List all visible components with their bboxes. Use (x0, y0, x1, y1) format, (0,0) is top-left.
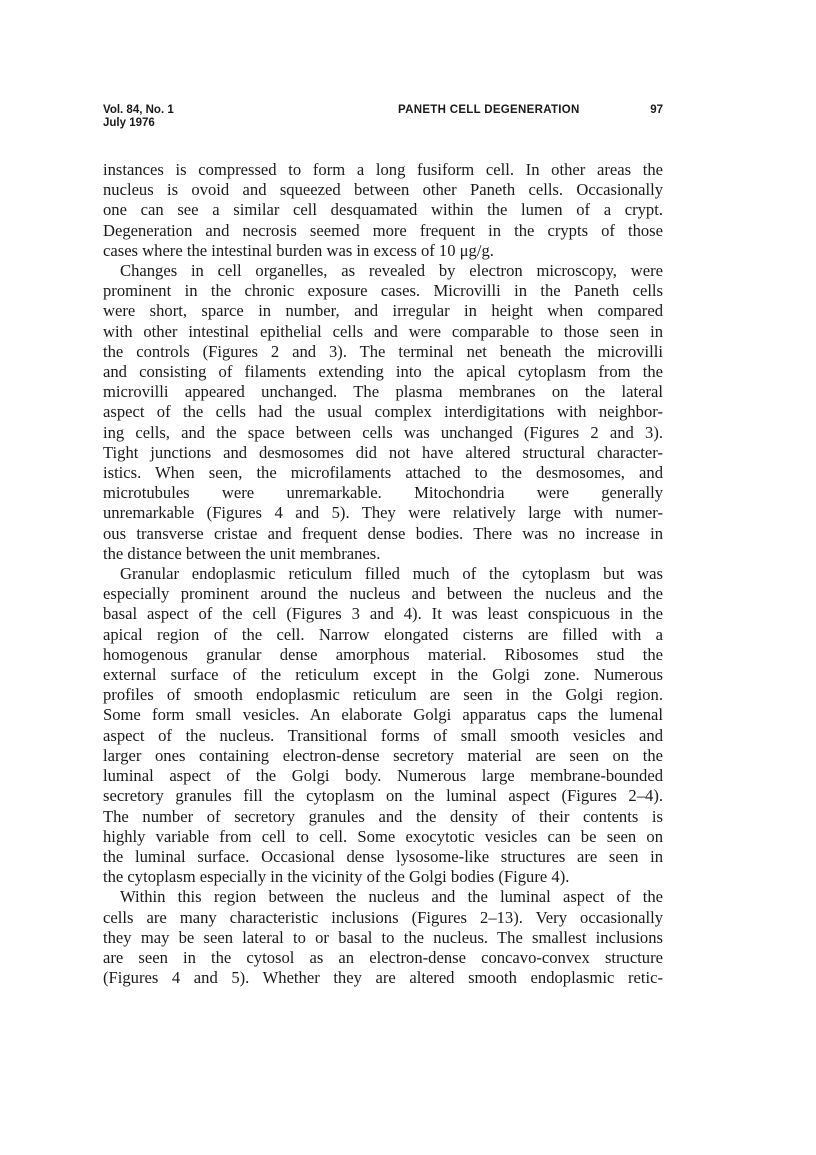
text-line: the distance between the unit membranes. (103, 543, 381, 563)
text-line: The number of secretory granules and the density of their contents is (103, 806, 663, 826)
text-line: apical region of the cell. Narrow elongated cisterns are filled with a (103, 624, 663, 644)
paragraph (103, 160, 663, 261)
text-line: Granular endoplasmic reticulum filled much of the cytoplasm but was (120, 564, 663, 584)
text-line: nucleus is ovoid and squeezed between other Paneth cells. Occasionally (103, 180, 663, 200)
text-line: and consisting of filaments extending into the apical cytoplasm from the (103, 362, 663, 382)
text-line: the controls (Figures 2 and 3). The terminal net beneath the microvilli (103, 341, 663, 361)
text-line: (Figures 4 and 5). Whether they are altered smooth endoplasmic retic- (103, 968, 663, 988)
text-line: external surface of the reticulum except in the Golgi zone. Numerous (103, 665, 663, 685)
text-line: especially prominent around the nucleus and between the nucleus and the (103, 584, 663, 604)
text-line: Within this region between the nucleus and the luminal aspect of the (120, 887, 663, 907)
text-line: Degeneration and necrosis seemed more frequent in the crypts of those (103, 220, 663, 240)
text-line: cells are many characteristic inclusions (Figures 2–13). Very occasionally (103, 907, 663, 927)
text-line: Tight junctions and desmosomes did not have altered structural character- (103, 442, 663, 462)
text-line: ous transverse cristae and frequent dense bodies. There was no increase in (103, 523, 663, 543)
text-line: istics. When seen, the microfilaments attached to the desmosomes, and (103, 463, 663, 483)
journal-citation (103, 104, 174, 130)
text-line: with other intestinal epithelial cells and were comparable to those seen in (103, 321, 663, 341)
text-line: luminal aspect of the Golgi body. Numerous large membrane-bounded (103, 766, 663, 786)
text-line: basal aspect of the cell (Figures 3 and 4). It was least conspicuous in the (103, 604, 663, 624)
text-line: prominent in the chronic exposure cases. Microvilli in the Paneth cells (103, 281, 663, 301)
text-line: homogenous granular dense amorphous material. Ribosomes stud the (103, 644, 663, 664)
text-line: the cytoplasm especially in the vicinity of the Golgi bodies (Figure 4). (103, 867, 570, 887)
text-line: aspect of the nucleus. Transitional forms of small smooth vesicles and (103, 725, 663, 745)
text-line: ing cells, and the space between cells was unchanged (Figures 2 and 3). (103, 422, 663, 442)
text-line: unremarkable (Figures 4 and 5). They were relatively large with numer- (103, 503, 663, 523)
text-line: Changes in cell organelles, as revealed by electron microscopy, were (120, 261, 663, 281)
paragraph (103, 564, 663, 887)
page-number: 97 (650, 104, 663, 116)
text-line: one can see a similar cell desquamated within the lumen of a crypt. (103, 200, 663, 220)
text-line: the luminal surface. Occasional dense lysosome-like structures are seen in (103, 846, 663, 866)
running-title: PANETH CELL DEGENERATION (398, 104, 580, 116)
text-line: highly variable from cell to cell. Some exocytotic vesicles can be seen on (103, 826, 663, 846)
text-line: aspect of the cells had the usual complex interdigitations with neighbor- (103, 402, 663, 422)
text-line: microtubules were unremarkable. Mitochondria were generally (103, 483, 663, 503)
publication-date: July 1976 (103, 117, 155, 129)
running-header (103, 104, 663, 134)
text-line: secretory granules fill the cytoplasm on the luminal aspect (Figures 2–4). (103, 786, 663, 806)
text-line: larger ones containing electron-dense secretory material are seen on the (103, 745, 663, 765)
text-line: instances is compressed to form a long fusiform cell. In other areas the (103, 160, 663, 179)
article-body (103, 160, 663, 988)
paragraph (103, 887, 663, 988)
text-line: are seen in the cytosol as an electron-dense concavo-convex structure (103, 947, 663, 967)
volume-issue: Vol. 84, No. 1 (103, 104, 174, 116)
text-line: cases where the intestinal burden was in excess of 10 μg/g. (103, 240, 494, 260)
text-line: they may be seen lateral to or basal to the nucleus. The smallest inclusions (103, 927, 663, 947)
text-line: Some form small vesicles. An elaborate Golgi apparatus caps the lumenal (103, 705, 663, 725)
paragraph (103, 261, 663, 564)
text-line: profiles of smooth endoplasmic reticulum are seen in the Golgi region. (103, 685, 663, 705)
text-line: were short, sparce in number, and irregular in height when compared (103, 301, 663, 321)
text-line: microvilli appeared unchanged. The plasma membranes on the lateral (103, 382, 663, 402)
